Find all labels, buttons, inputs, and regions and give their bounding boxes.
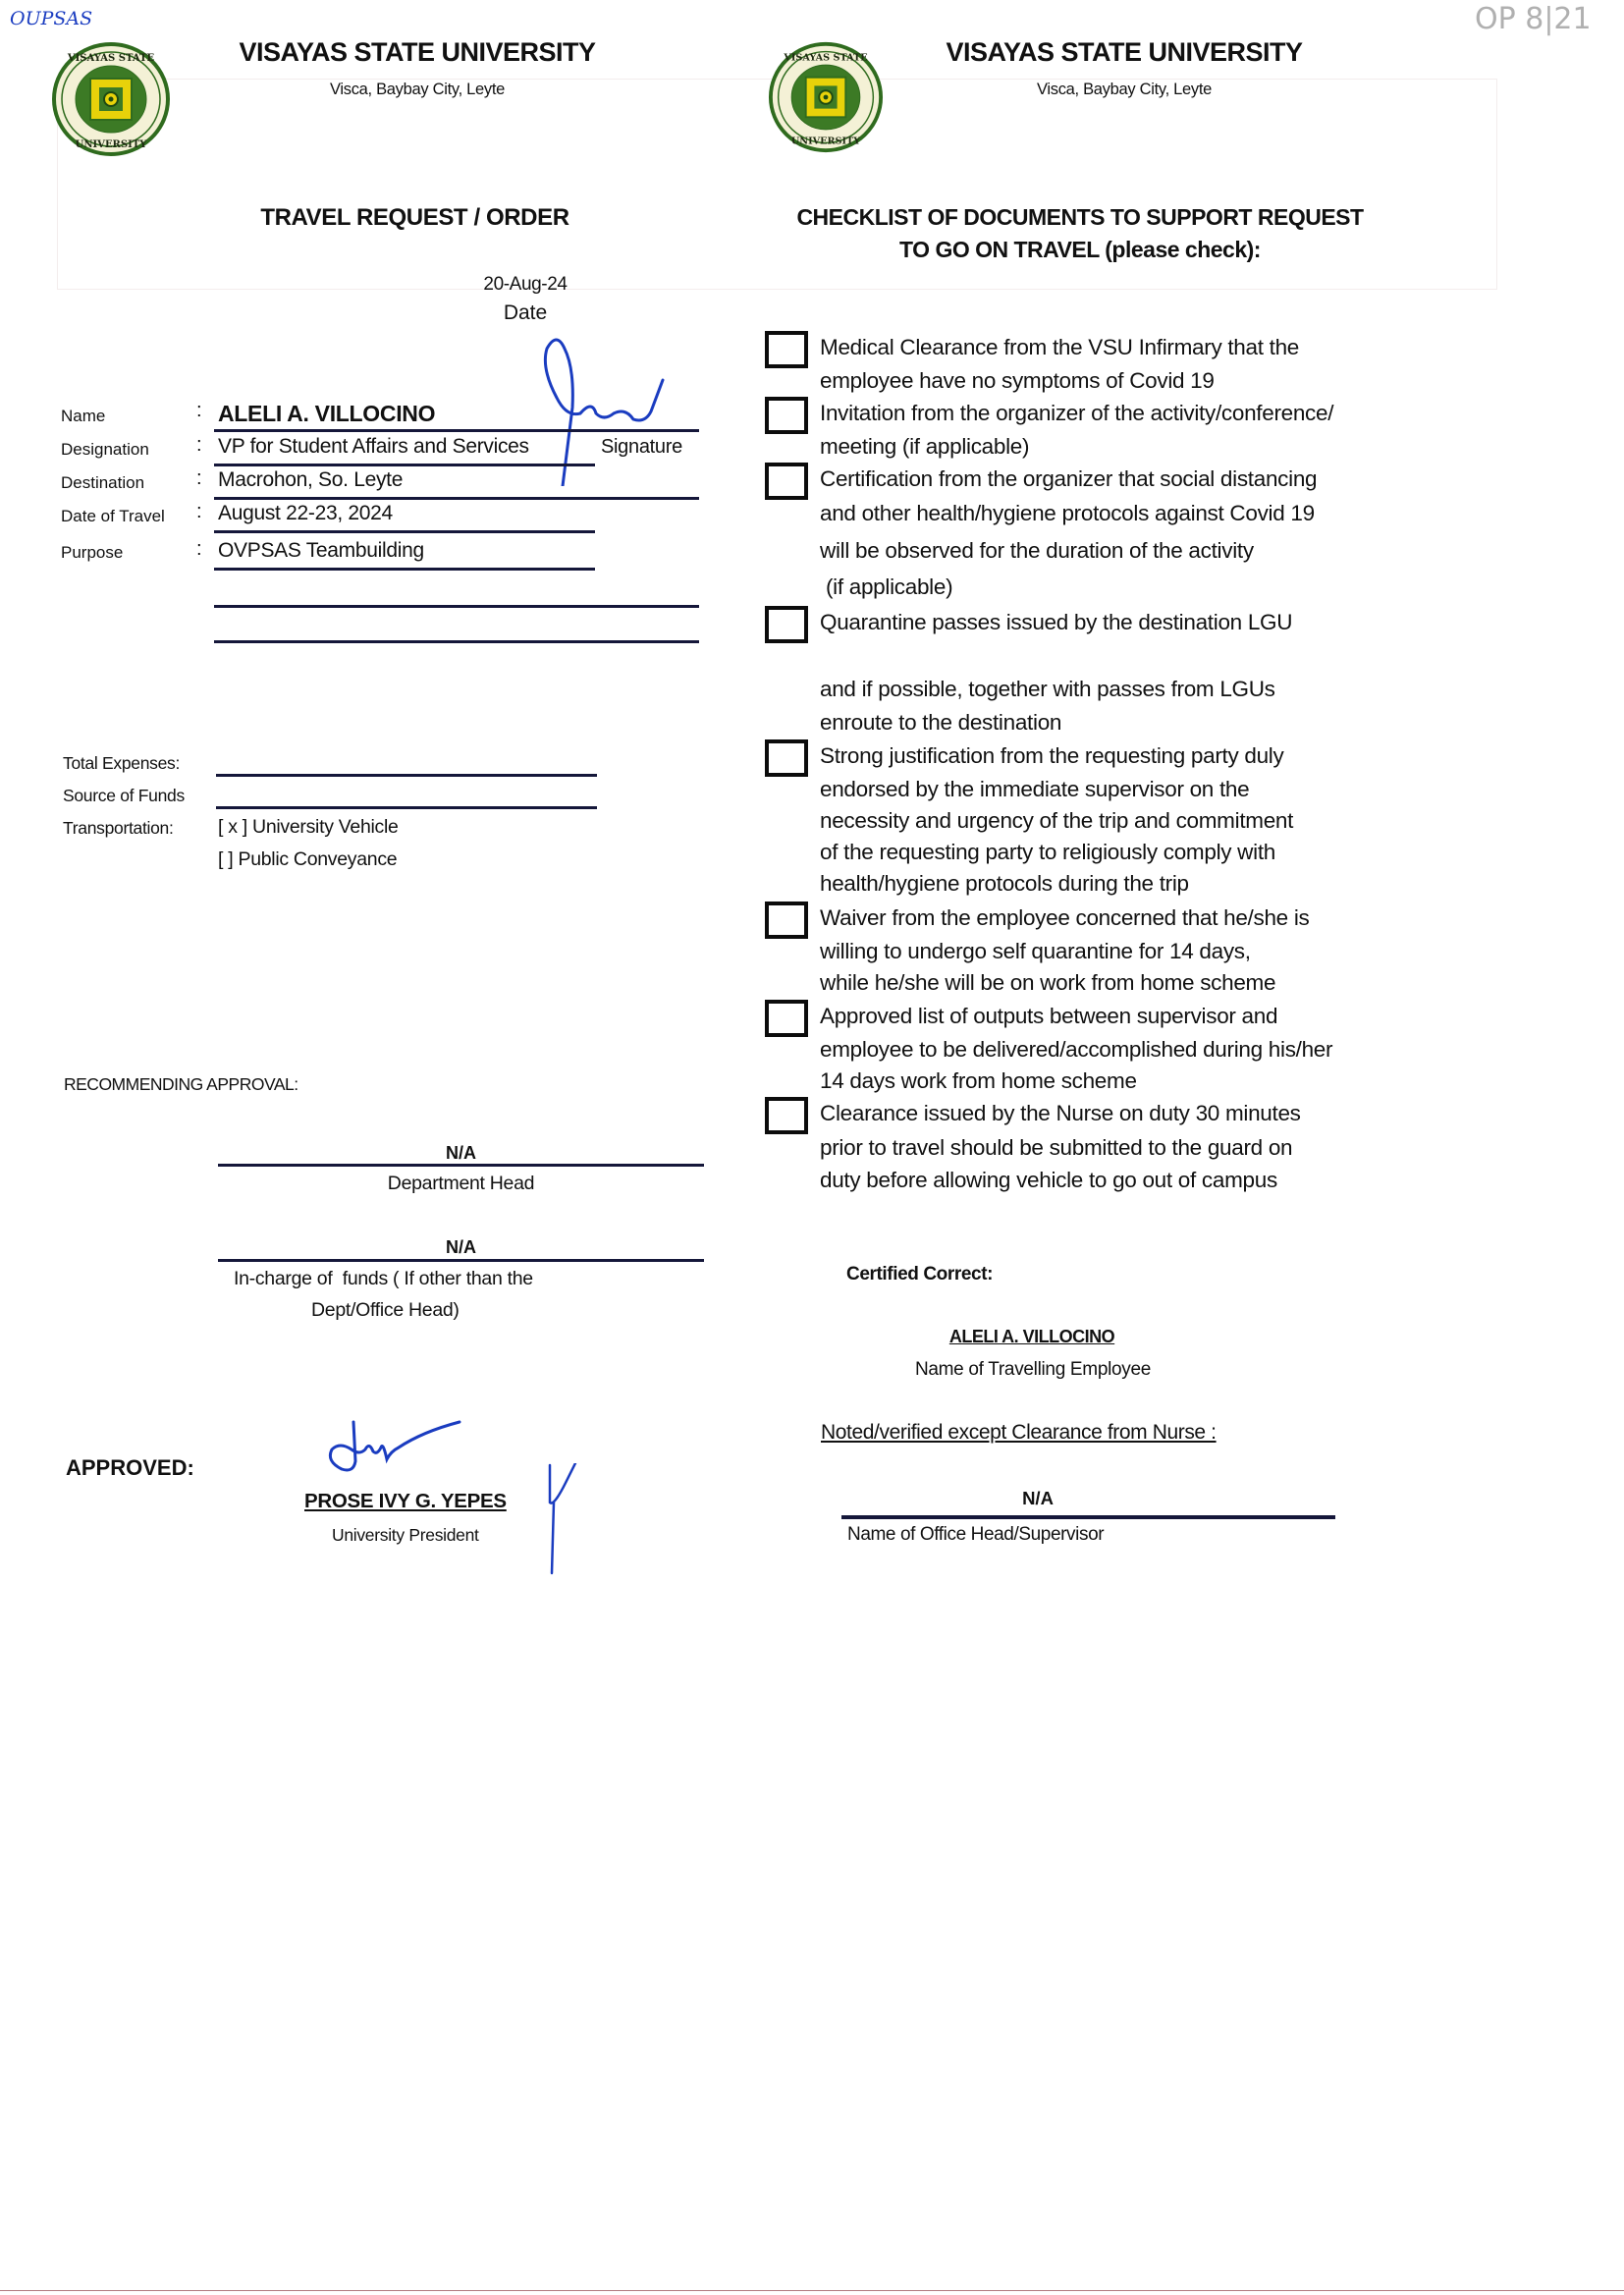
checklist-item-quarantine-line4: enroute to the destination [820,710,1062,735]
travelling-employee-title: Name of Travelling Employee [914,1359,1152,1380]
destination-label: Destination [61,473,145,492]
checklist-item-medical-clearance-line2: employee have no symptoms of Covid 19 [820,368,1215,393]
transport-option-public-conveyance[interactable] [218,848,397,871]
destination-colon: : [196,467,202,489]
source-of-funds-underline [216,806,597,809]
checklist-item-nurse-line1: Clearance issued by the Nurse on duty 30 minutes [820,1101,1301,1125]
checklist-item-outputs-line1: Approved list of outputs between supervisor and [820,1004,1278,1028]
request-date-value: 20-Aug-24 [483,274,568,295]
name-colon: : [196,400,202,421]
initial-mark [546,1463,585,1576]
checklist-item-medical-clearance-line1: Medical Clearance from the VSU Infirmary that the [820,335,1300,359]
purpose-extra-line-2 [214,640,699,643]
checklist-item-waiver-line3: while he/she will be on work from home scheme [820,970,1276,995]
checklist-item-nurse-line3: duty before allowing vehicle to go out of campus [820,1168,1277,1192]
checkbox-strong-justification[interactable] [765,739,808,777]
date-of-travel-value: August 22-23, 2024 [218,502,393,524]
date-of-travel-label: Date of Travel [61,507,165,525]
form-title: TRAVEL REQUEST / ORDER [260,204,569,231]
checkbox-nurse-clearance[interactable] [765,1097,808,1134]
president-title: University President [332,1525,479,1545]
purpose-underline [214,568,595,571]
checklist-item-waiver-line1: Waiver from the employee concerned that he/she is [820,905,1310,930]
checklist-item-justification-line4: of the requesting party to religiously comply with [820,840,1275,864]
total-expenses-label: Total Expenses: [63,753,181,773]
checkbox-certification[interactable] [765,463,808,500]
checklist-item-quarantine-line3: and if possible, together with passes from LGUs [820,677,1275,701]
purpose-label: Purpose [61,543,124,562]
office-head-line [841,1515,1335,1519]
department-head-title: Department Head [387,1173,535,1194]
svg-text:VISAYAS STATE: VISAYAS STATE [784,52,868,64]
checklist-item-justification-line5: health/hygiene protocols during the trip [820,871,1189,896]
checkbox-waiver[interactable] [765,902,808,939]
transport-option-university-vehicle[interactable] [218,816,399,839]
transportation-label: Transportation: [63,818,174,838]
funds-incharge-name: N/A [446,1237,476,1257]
department-head-name: N/A [446,1143,476,1163]
checklist-item-invitation-line1: Invitation from the organizer of the activity/conference/ [820,401,1334,425]
checkbox-quarantine-passes[interactable] [765,606,808,643]
handwritten-received-note: OP 8|21 [1475,2,1592,36]
checklist-item-certification-line1: Certification from the organizer that social distancing [820,466,1318,491]
noted-verified-label: Noted/verified except Clearance from Nurse : [821,1421,1217,1444]
president-name: PROSE IVY G. YEPES [304,1490,507,1512]
checklist-item-quarantine-line1: Quarantine passes issued by the destination LGU [820,610,1293,634]
destination-value: Macrohon, So. Leyte [218,468,404,491]
date-of-travel-underline [214,530,595,533]
transport-checkbox-university-vehicle[interactable]: [ x ] [218,816,247,838]
requestor-signature [535,329,692,486]
university-seal-icon-right [768,39,884,155]
president-signature [324,1412,471,1481]
date-of-travel-colon: : [196,501,202,522]
checklist-item-certification-line3: will be observed for the duration of the activity [820,538,1254,563]
designation-underline [214,464,595,466]
checklist-item-certification-line2: and other health/hygiene protocols against Covid 19 [820,501,1315,525]
checklist-item-invitation-line2: meeting (if applicable) [820,434,1030,459]
checkbox-medical-clearance[interactable] [765,331,808,368]
funds-incharge-line [218,1259,704,1262]
svg-text:VISAYAS STATE: VISAYAS STATE [67,53,155,64]
checkbox-approved-outputs[interactable] [765,1000,808,1037]
transport-label-public-conveyance: Public Conveyance [238,848,398,870]
checklist-item-justification-line2: endorsed by the immediate supervisor on the [820,777,1250,801]
university-name-right: VISAYAS STATE UNIVERSITY [946,37,1303,67]
signature-label: Signature [601,436,682,458]
name-underline [214,429,699,432]
name-label: Name [61,407,106,425]
transport-checkbox-public-conveyance[interactable]: [ ] [218,848,234,870]
designation-label: Designation [61,440,149,459]
purpose-colon: : [196,538,202,560]
checklist-item-justification-line1: Strong justification from the requesting party duly [820,743,1284,768]
checklist-item-justification-line3: necessity and urgency of the trip and commitment [820,808,1294,833]
svg-text:UNIVERSITY: UNIVERSITY [790,136,861,147]
approved-label: APPROVED: [66,1455,194,1480]
checklist-title-line1: CHECKLIST OF DOCUMENTS TO SUPPORT REQUEST [796,204,1364,230]
checklist-item-waiver-line2: willing to undergo self quarantine for 14 days, [820,939,1251,963]
checklist-title-line2: TO GO ON TRAVEL (please check): [899,237,1261,262]
designation-value: VP for Student Affairs and Services [218,435,529,458]
university-seal-icon [51,41,171,157]
purpose-extra-line-1 [214,605,699,608]
request-date-label: Date [503,301,548,324]
university-name: VISAYAS STATE UNIVERSITY [239,37,596,67]
name-value: ALELI A. VILLOCINO [218,401,436,426]
checkbox-invitation[interactable] [765,397,808,434]
destination-underline [214,497,699,500]
funds-incharge-title-line1: In-charge of funds ( If other than the [234,1268,533,1289]
university-address: Visca, Baybay City, Leyte [329,81,506,98]
checklist-item-outputs-line2: employee to be delivered/accomplished during his/her [820,1037,1333,1062]
designation-colon: : [196,434,202,456]
department-head-line [218,1164,704,1167]
scan-edge-line [0,2290,1624,2291]
source-of-funds-label: Source of Funds [63,786,185,805]
office-head-title: Name of Office Head/Supervisor [847,1524,1105,1545]
checklist-item-outputs-line3: 14 days work from home scheme [820,1068,1137,1093]
travelling-employee-name: ALELI A. VILLOCINO [948,1327,1115,1346]
checklist-item-nurse-line2: prior to travel should be submitted to the guard on [820,1135,1293,1160]
handwritten-office-note: OUPSAS [10,8,93,29]
certified-correct-label: Certified Correct: [846,1264,994,1284]
purpose-value: OVPSAS Teambuilding [218,539,424,562]
svg-text:UNIVERSITY: UNIVERSITY [75,139,147,150]
funds-incharge-title-line2: Dept/Office Head) [311,1299,460,1321]
recommending-approval-label: RECOMMENDING APPROVAL: [64,1074,298,1094]
total-expenses-underline [216,774,597,777]
office-head-name: N/A [1022,1488,1054,1508]
transport-label-university-vehicle: University Vehicle [252,816,399,838]
checklist-item-certification-line4: (if applicable) [820,574,953,599]
university-address-right: Visca, Baybay City, Leyte [1036,81,1213,98]
